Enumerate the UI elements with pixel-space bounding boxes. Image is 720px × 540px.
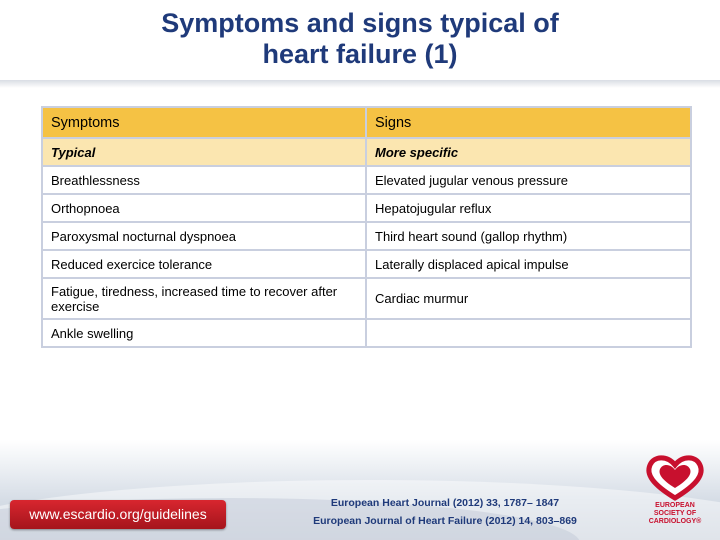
symptom-cell: Orthopnoea bbox=[42, 194, 366, 222]
heart-logo-icon bbox=[640, 452, 710, 502]
logo-text-line: SOCIETY OF bbox=[653, 510, 697, 517]
table-row bbox=[42, 166, 691, 194]
slide-title bbox=[0, 8, 720, 70]
table-header-row bbox=[42, 107, 691, 138]
journal-references bbox=[270, 494, 620, 530]
logo-text-line: CARDIOLOGY® bbox=[648, 518, 702, 525]
esc-logo-text bbox=[640, 502, 710, 526]
sign-cell: Third heart sound (gallop rhythm) bbox=[366, 222, 691, 250]
subheader-typical: Typical bbox=[42, 138, 366, 166]
guidelines-url-link[interactable]: www.escardio.org/guidelines bbox=[10, 500, 226, 529]
symptom-cell: Ankle swelling bbox=[42, 319, 366, 347]
table-row bbox=[42, 194, 691, 222]
symptom-cell: Reduced exercice tolerance bbox=[42, 250, 366, 278]
sign-cell: Hepatojugular reflux bbox=[366, 194, 691, 222]
table-subheader-row bbox=[42, 138, 691, 166]
table-row bbox=[42, 222, 691, 250]
slide-title-line-1: Symptoms and signs typical of bbox=[161, 8, 559, 38]
sign-cell: Cardiac murmur bbox=[366, 278, 691, 319]
sign-cell: Laterally displaced apical impulse bbox=[366, 250, 691, 278]
header-symptoms: Symptoms bbox=[42, 107, 366, 138]
reference-ehj: European Heart Journal (2012) 33, 1787– 1847 bbox=[330, 497, 560, 509]
subheader-more-specific: More specific bbox=[366, 138, 691, 166]
sign-cell bbox=[366, 319, 691, 347]
title-divider bbox=[0, 80, 720, 88]
table-row bbox=[42, 250, 691, 278]
sign-cell: Elevated jugular venous pressure bbox=[366, 166, 691, 194]
table-row bbox=[42, 278, 691, 319]
symptoms-signs-table bbox=[41, 106, 692, 348]
esc-logo bbox=[640, 452, 710, 538]
reference-ejhf: European Journal of Heart Failure (2012) 14, 803–869 bbox=[313, 515, 577, 527]
header-signs: Signs bbox=[366, 107, 691, 138]
logo-text-line: EUROPEAN bbox=[655, 502, 695, 509]
slide-title-line-2: heart failure (1) bbox=[262, 39, 458, 69]
table-row bbox=[42, 319, 691, 347]
symptom-cell: Fatigue, tiredness, increased time to recover after exercise bbox=[42, 278, 366, 319]
symptom-cell: Paroxysmal nocturnal dyspnoea bbox=[42, 222, 366, 250]
symptom-cell: Breathlessness bbox=[42, 166, 366, 194]
